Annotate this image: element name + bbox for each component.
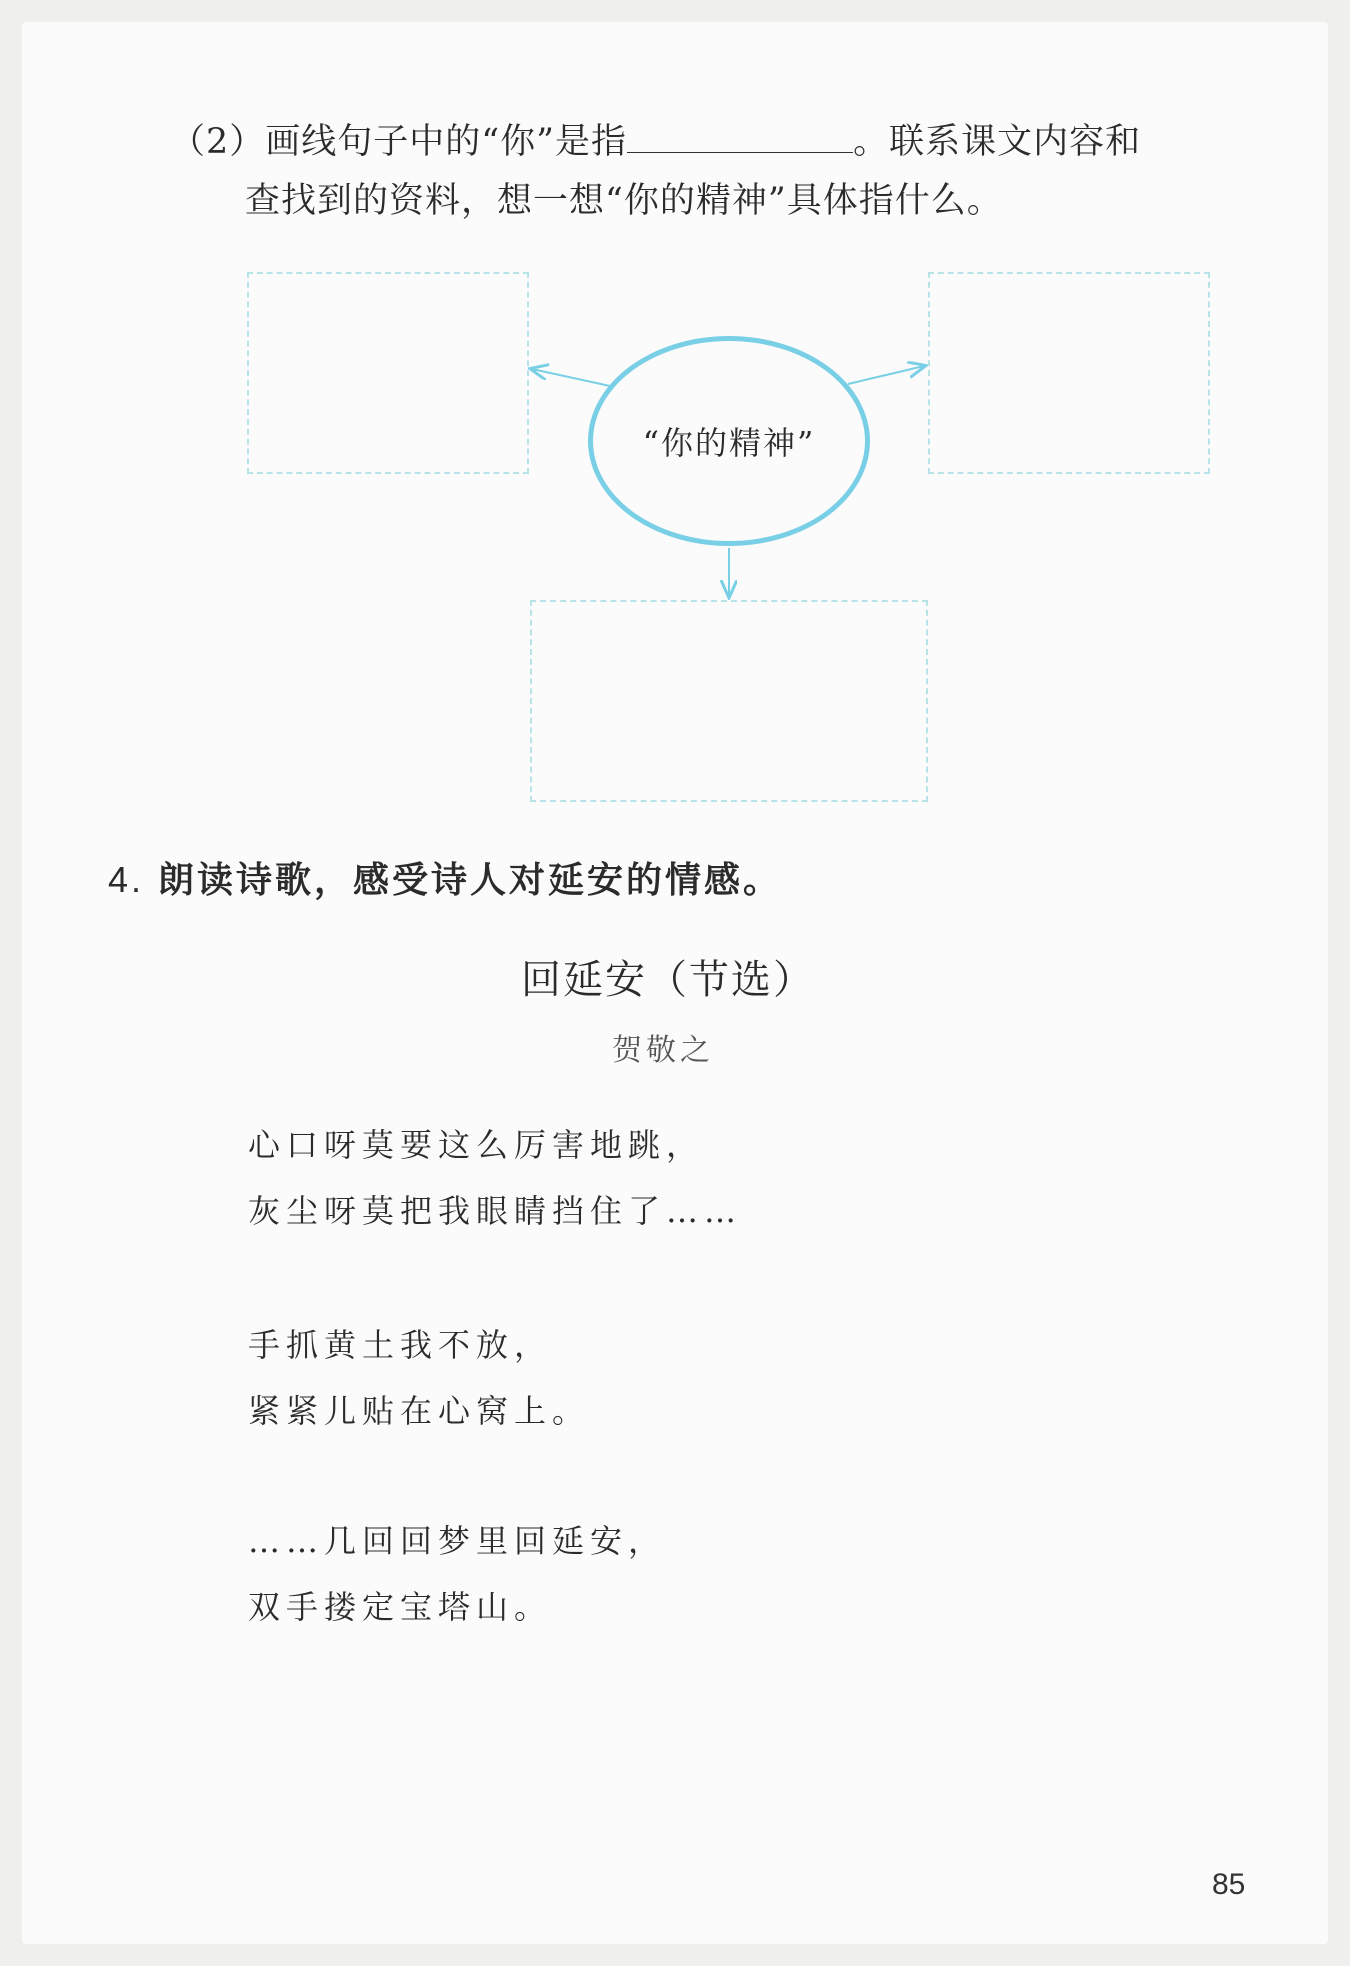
answer-blank[interactable]: [627, 118, 853, 153]
poem-line: 手抓黄土我不放，: [248, 1326, 553, 1364]
question-line-1: [170, 118, 1141, 160]
section-4-heading: [108, 852, 782, 903]
poem-author: [0, 1025, 1350, 1069]
poem-title: [0, 948, 1350, 1005]
question-line-2: 查找到的资料，想一想“你的精神”具体指什么。: [245, 181, 1003, 221]
mindmap-center-label: “你的精神”: [642, 424, 816, 462]
section-number: 4.: [108, 859, 145, 900]
mindmap-box-bottom[interactable]: [530, 600, 928, 802]
question-suffix: 。联系课文内容和: [853, 122, 1142, 162]
poem-line: 紧紧儿贴在心窝上。: [248, 1392, 591, 1430]
poem-title-text: 回延安（节选）: [521, 957, 815, 1003]
mindmap-box-right[interactable]: [928, 272, 1210, 474]
poem-author-text: 贺敬之: [612, 1033, 714, 1068]
poem-line: 心口呀莫要这么厉害地跳，: [248, 1126, 705, 1164]
mindmap-box-left[interactable]: [247, 272, 529, 474]
section-instruction: 朗读诗歌，感受诗人对延安的情感。: [158, 859, 783, 901]
mindmap-center-ellipse: [588, 336, 870, 546]
poem-line: 灰尘呀莫把我眼睛挡住了……: [248, 1192, 743, 1230]
poem-line: ……几回回梦里回延安，: [248, 1522, 667, 1560]
question-prefix: （2）画线句子中的“你”是指: [170, 122, 628, 162]
page-number: 85: [1212, 1868, 1246, 1901]
poem-line: 双手搂定宝塔山。: [248, 1588, 553, 1626]
